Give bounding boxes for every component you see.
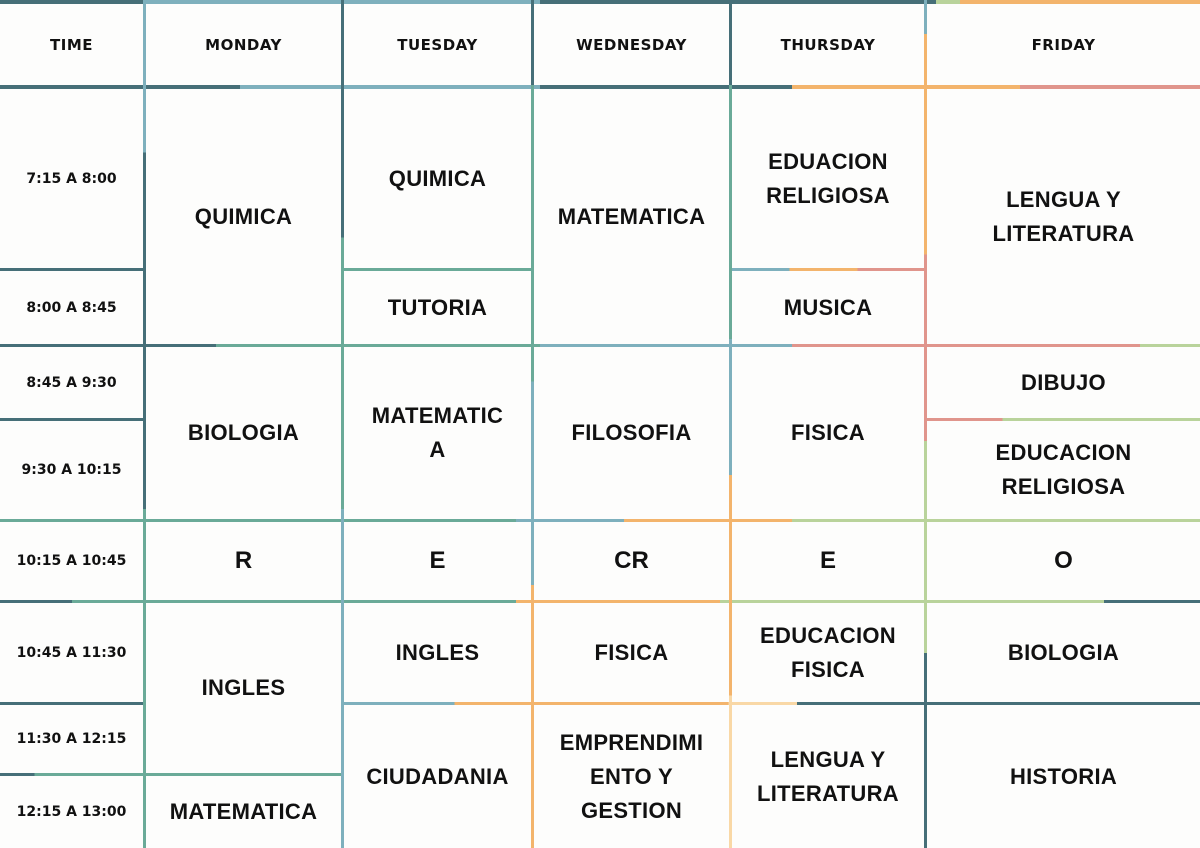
class-tuesday-ciudadania: CIUDADANIA xyxy=(366,763,509,789)
time-slot: 7:15 A 8:00 xyxy=(26,170,117,187)
class-tuesday-ingles: INGLES xyxy=(395,639,480,665)
class-wednesday-matematica: MATEMATICA xyxy=(557,203,706,229)
recess-letter: E xyxy=(819,547,836,574)
class-label-line: EDUCACION xyxy=(760,622,896,648)
class-label-line: GESTION xyxy=(580,797,683,823)
time-slot: 8:00 A 8:45 xyxy=(26,299,117,316)
class-thursday-ed-fisica xyxy=(732,603,924,702)
time-slot: 9:30 A 10:15 xyxy=(21,462,122,478)
time-slot: 11:30 A 12:15 xyxy=(16,731,127,747)
class-label-line: FISICA xyxy=(791,656,865,682)
class-monday-biologia: BIOLOGIA xyxy=(187,420,300,445)
class-friday-lengua xyxy=(927,89,1200,344)
header-wednesday: WEDNESDAY xyxy=(576,35,687,54)
header-monday: MONDAY xyxy=(205,35,282,54)
time-slot: 10:15 A 10:45 xyxy=(16,553,127,569)
time-slot: 10:45 A 11:30 xyxy=(16,644,127,661)
class-label-line: LENGUA Y xyxy=(1006,186,1121,212)
class-label-line: A xyxy=(429,437,446,462)
class-wednesday-emprendimiento xyxy=(534,705,729,848)
class-monday-ingles: INGLES xyxy=(201,675,286,700)
header-time: TIME xyxy=(50,35,93,54)
class-label-line: LITERATURA xyxy=(757,780,899,806)
class-label-line: RELIGIOSA xyxy=(766,182,890,208)
class-label-line: EDUACION xyxy=(768,148,888,174)
class-label-line: MATEMATIC xyxy=(371,403,504,428)
recess-letter: R xyxy=(234,547,253,574)
class-label-line: RELIGIOSA xyxy=(1001,474,1126,499)
class-thursday-musica: MUSICA xyxy=(783,294,873,320)
class-tuesday-quimica: QUIMICA xyxy=(388,165,487,191)
class-thursday-religiosa xyxy=(732,89,924,268)
class-monday-matematica: MATEMATICA xyxy=(169,799,318,824)
time-slot: 8:45 A 9:30 xyxy=(26,374,117,391)
class-tuesday-matematica xyxy=(344,347,531,519)
recess-letter: E xyxy=(429,547,446,574)
class-thursday-lengua xyxy=(732,705,924,848)
header-friday: FRIDAY xyxy=(1031,35,1096,54)
class-thursday-fisica: FISICA xyxy=(791,420,865,445)
class-label-line: LITERATURA xyxy=(992,220,1135,246)
class-friday-historia: HISTORIA xyxy=(1009,763,1118,789)
class-label-line: LENGUA Y xyxy=(770,746,886,772)
class-friday-religiosa xyxy=(927,421,1200,519)
recess-letter: O xyxy=(1054,547,1073,574)
time-slot: 12:15 A 13:00 xyxy=(16,804,127,820)
class-label-line: EDUCACION xyxy=(995,440,1132,465)
class-friday-biologia: BIOLOGIA xyxy=(1007,639,1120,665)
class-tuesday-tutoria: TUTORIA xyxy=(387,294,488,320)
class-friday-dibujo: DIBUJO xyxy=(1021,369,1106,395)
recess-letter: CR xyxy=(614,547,649,574)
class-label-line: ENTO Y xyxy=(590,763,673,789)
class-wednesday-filosofia: FILOSOFIA xyxy=(571,420,692,445)
header-tuesday: TUESDAY xyxy=(397,35,478,54)
class-wednesday-fisica: FISICA xyxy=(594,639,669,665)
header-thursday: THURSDAY xyxy=(780,35,876,54)
class-monday-quimica: QUIMICA xyxy=(194,203,293,229)
class-label-line: EMPRENDIMI xyxy=(559,729,704,755)
